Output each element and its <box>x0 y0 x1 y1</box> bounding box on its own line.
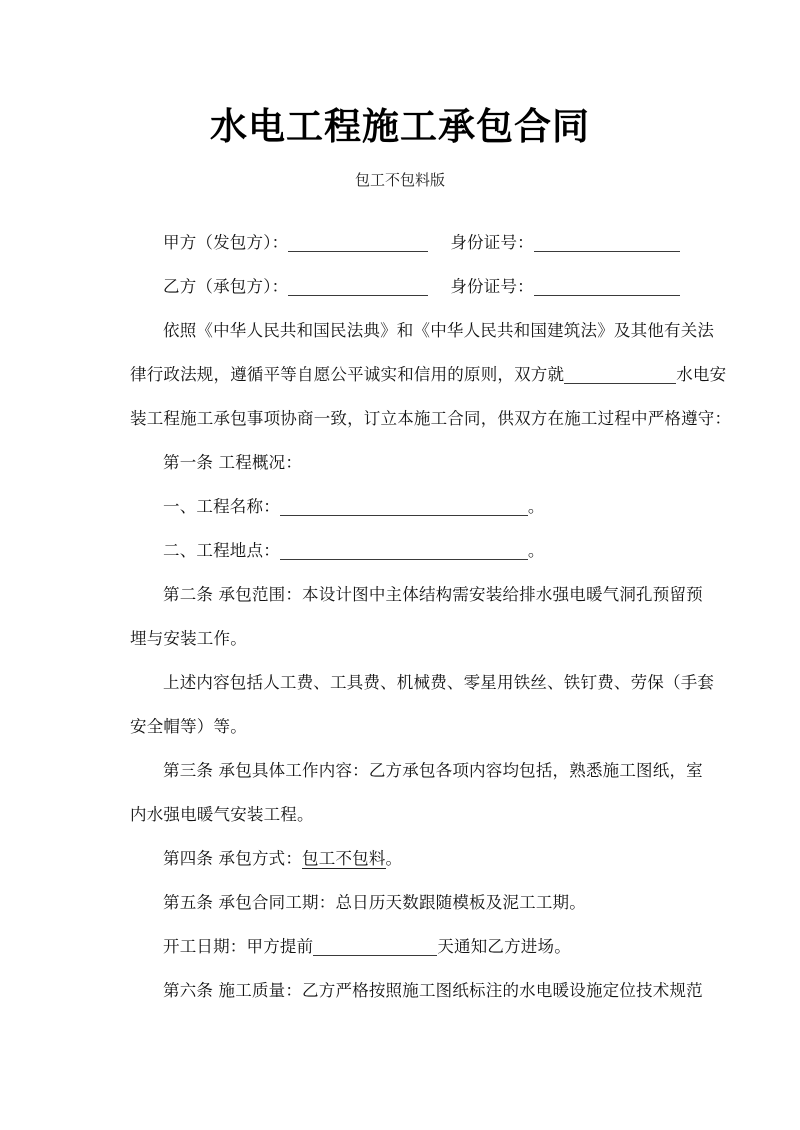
preamble-line-2-tail: 水电安 <box>676 365 727 384</box>
start-date-days-field[interactable] <box>313 954 437 956</box>
party-b-row <box>130 265 670 309</box>
cost-paragraph-line-1: 上述内容包括人工费、工具费、机械费、零星用铁丝、铁钉费、劳保（手套 <box>163 673 715 692</box>
article-6-line: 第六条 施工质量：乙方严格按照施工图纸标注的水电暖设施定位技术规范 <box>163 981 703 1000</box>
article-1-item-2 <box>130 529 670 573</box>
project-name-field[interactable] <box>280 514 528 516</box>
party-a-row <box>130 221 670 265</box>
contract-mode-value: 包工不包料 <box>302 849 386 868</box>
preamble-line-1: 依照《中华人民共和国民法典》和《中华人民共和国建筑法》及其他有关法 <box>163 321 715 340</box>
article-4-line <box>130 837 670 881</box>
article-1-item-1 <box>130 485 670 529</box>
document-body <box>130 188 732 1013</box>
project-name-period: 。 <box>527 497 545 516</box>
start-date-line <box>130 925 670 969</box>
preamble-line-2-text: 律行政法规，遵循平等自愿公平诚实和信用的原则，双方就 <box>130 365 565 384</box>
document-content <box>130 0 732 1013</box>
article-2-line-1: 第二条 承包范围：本设计图中主体结构需安装给排水强电暖气洞孔预留预 <box>163 585 703 604</box>
start-date-suffix: 天通知乙方进场。 <box>437 937 571 956</box>
party-a-id-label: 身份证号： <box>450 233 534 252</box>
party-b-id-field[interactable] <box>534 294 680 296</box>
project-name-label: 一、工程名称： <box>163 497 280 516</box>
page-subtitle: 包工不包料版 <box>354 171 445 189</box>
party-b-id-label: 身份证号： <box>450 277 534 296</box>
cost-paragraph-line-2: 安全帽等）等。 <box>130 717 247 736</box>
project-location-label: 二、工程地点： <box>163 541 280 560</box>
article-1-heading: 第一条 工程概况： <box>163 453 303 472</box>
article-4-prefix: 第四条 承包方式： <box>163 849 303 868</box>
party-a-label: 甲方（发包方）： <box>163 233 289 252</box>
party-a-id-field[interactable] <box>534 250 680 252</box>
preamble-line-3: 装工程施工承包事项协商一致，订立本施工合同，供双方在施工过程中严格遵守： <box>130 409 732 428</box>
party-a-name-field[interactable] <box>288 250 428 252</box>
article-2-line-2: 埋与安装工作。 <box>130 629 247 648</box>
project-location-period: 。 <box>527 541 545 560</box>
page-title: 水电工程施工承包合同 <box>210 105 590 148</box>
preamble-line-2 <box>130 353 727 397</box>
article-3-line-2: 内水强电暖气安装工程。 <box>130 805 314 824</box>
party-b-label: 乙方（承包方）： <box>163 277 289 296</box>
article-4-suffix: 。 <box>385 849 403 868</box>
project-location-field[interactable] <box>280 558 528 560</box>
article-3-line-1: 第三条 承包具体工作内容：乙方承包各项内容均包括，熟悉施工图纸，室 <box>163 761 703 780</box>
project-name-inline-field[interactable] <box>564 382 676 384</box>
party-b-name-field[interactable] <box>288 294 428 296</box>
article-5-line: 第五条 承包合同工期：总日历天数跟随模板及泥工工期。 <box>163 893 586 912</box>
start-date-prefix: 开工日期：甲方提前 <box>163 937 314 956</box>
